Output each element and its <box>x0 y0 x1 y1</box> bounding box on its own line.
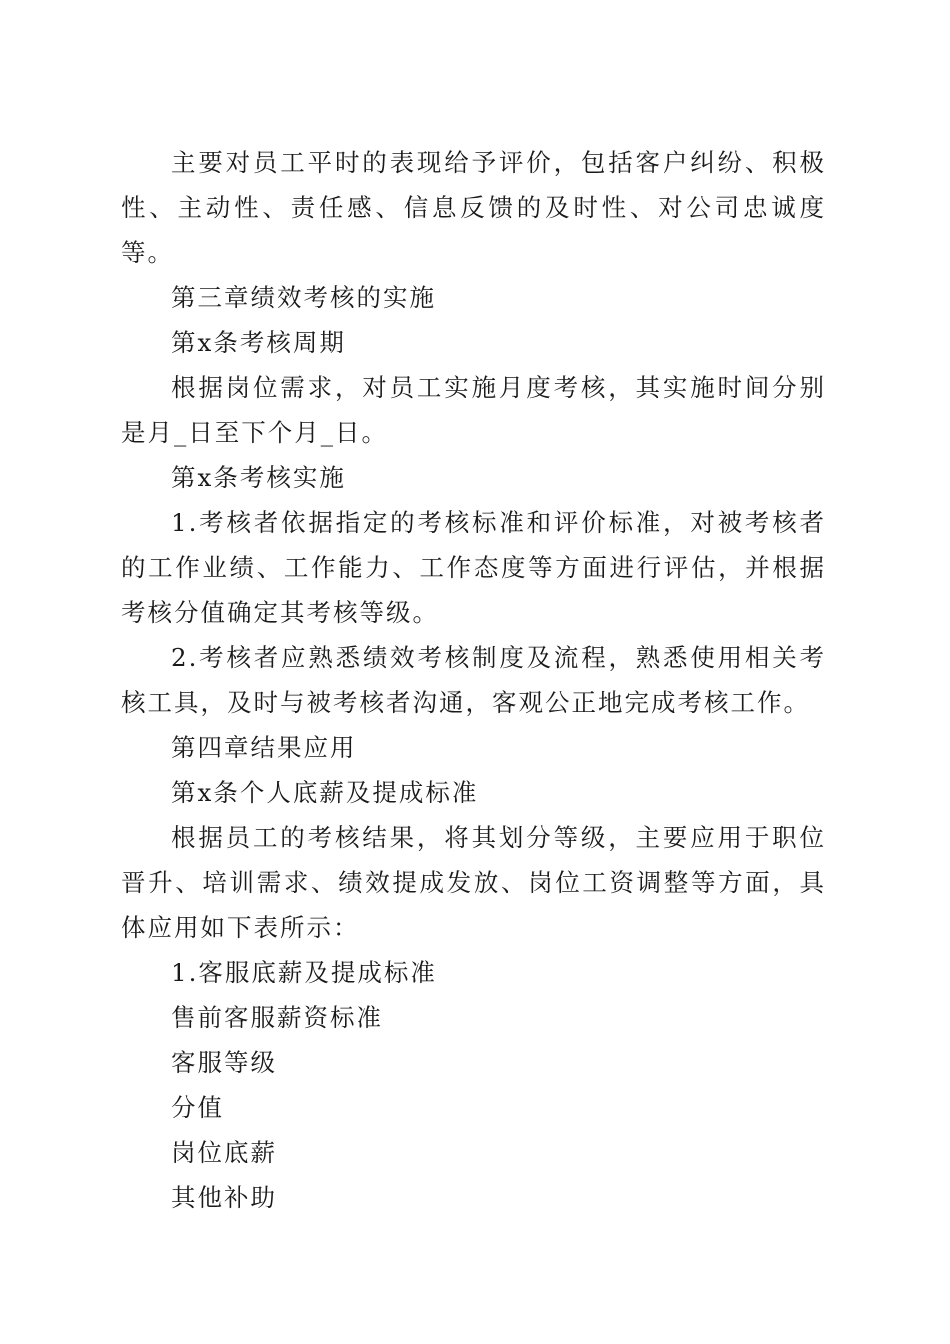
table-label-service-level: 客服等级 <box>171 1048 277 1077</box>
presales-salary-title: 售前客服薪资标准 <box>171 1003 383 1032</box>
chapter-4-heading: 第四章结果应用 <box>171 733 357 762</box>
paragraph-implementation-1: 1.考核者依据指定的考核标准和评价标准，对被考核者的工作业绩、工作能力、工作态度等方面进行评估，并根据考核分值确定其考核等级。 <box>121 508 826 627</box>
table-label-other-allowance: 其他补助 <box>171 1183 277 1212</box>
paragraph-results-application: 根据员工的考核结果，将其划分等级，主要应用于职位晋升、培训需求、绩效提成发放、岗位工资调整等方面，具体应用如下表所示： <box>121 823 826 942</box>
article-review-cycle: 第x条考核周期 <box>171 328 346 357</box>
table-label-score: 分值 <box>171 1093 224 1122</box>
chapter-3-heading: 第三章绩效考核的实施 <box>171 283 436 312</box>
table-label-base-salary: 岗位底薪 <box>171 1138 277 1167</box>
paragraph-review-cycle: 根据岗位需求，对员工实施月度考核，其实施时间分别是月_日至下个月_日。 <box>121 373 826 447</box>
document-page <box>121 140 826 1220</box>
paragraph-implementation-2: 2.考核者应熟悉绩效考核制度及流程，熟悉使用相关考核工具，及时与被考核者沟通，客观公正地完成考核工作。 <box>121 643 826 717</box>
paragraph-evaluation-intro: 主要对员工平时的表现给予评价，包括客户纠纷、积极性、主动性、责任感、信息反馈的及时性、对公司忠诚度等。 <box>121 148 826 267</box>
article-review-implementation: 第x条考核实施 <box>171 463 346 492</box>
item-service-salary-standard: 1.客服底薪及提成标准 <box>171 958 437 987</box>
article-salary-commission: 第x条个人底薪及提成标准 <box>171 778 479 807</box>
